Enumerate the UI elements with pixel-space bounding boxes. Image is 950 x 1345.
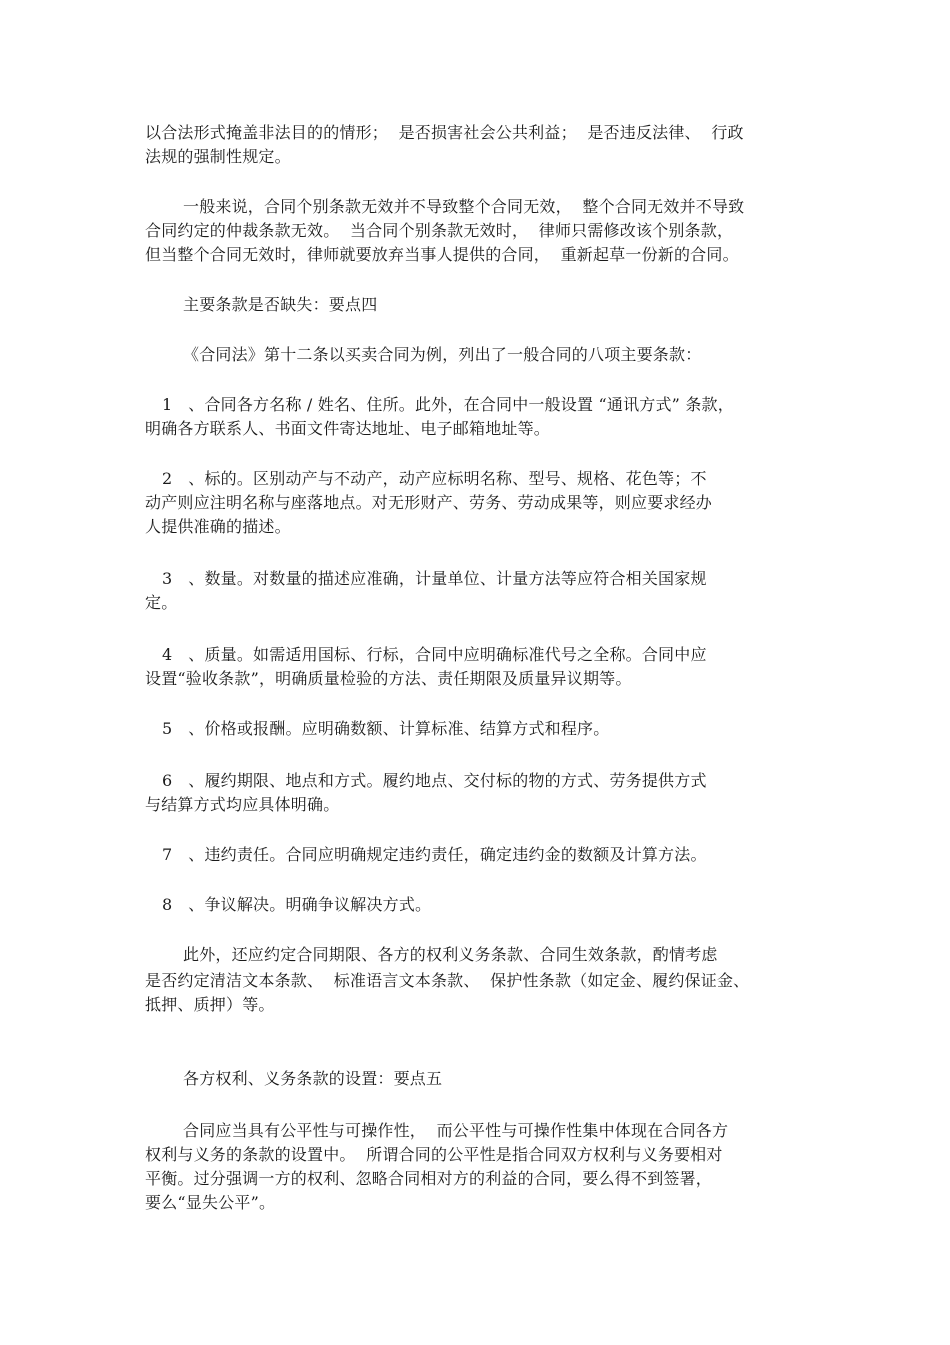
text-line: 合同约定的仲裁条款无效。 当合同个别条款无效时， 律师只需修改该个别条款， xyxy=(145,221,734,240)
list-item-line: 人提供准确的描述。 xyxy=(145,517,291,536)
section-heading: 主要条款是否缺失：要点四 xyxy=(183,295,378,314)
list-item-line: 动产则应注明名称与座落地点。对无形财产、劳务、劳动成果等，则应要求经办 xyxy=(145,493,713,512)
text-line: 合同应当具有公平性与可操作性， 而公平性与可操作性集中体现在合同各方 xyxy=(183,1121,729,1140)
text-line: 要么“显失公平”。 xyxy=(145,1193,276,1212)
list-item-line: 设置“验收条款”，明确质量检验的方法、责任期限及质量异议期等。 xyxy=(145,669,632,688)
text-line: 以合法形式掩盖非法目的的情形； 是否损害社会公共利益； 是否违反法律、 行政 xyxy=(145,123,744,142)
text-line: 一般来说，合同个别条款无效并不导致整个合同无效， 整个合同无效并不导致 xyxy=(183,197,745,216)
text-line: 法规的强制性规定。 xyxy=(145,147,291,166)
list-item-line: 5 、价格或报酬。应明确数额、计算标准、结算方式和程序。 xyxy=(162,719,610,738)
section-heading: 各方权利、义务条款的设置：要点五 xyxy=(183,1069,443,1088)
text-line: 权利与义务的条款的设置中。 所谓合同的公平性是指合同双方权利与义务要相对 xyxy=(145,1145,723,1164)
text-line: 《合同法》第十二条以买卖合同为例，列出了一般合同的八项主要条款： xyxy=(183,345,702,364)
list-item-line: 6 、履约期限、地点和方式。履约地点、交付标的物的方式、劳务提供方式 xyxy=(162,771,707,790)
list-item-line: 与结算方式均应具体明确。 xyxy=(145,795,340,814)
list-item-line: 1 、合同各方名称 / 姓名、住所。此外，在合同中一般设置 “通讯方式” 条款， xyxy=(162,395,734,414)
list-item-line: 4 、质量。如需适用国标、行标，合同中应明确标准代号之全称。合同中应 xyxy=(162,645,707,664)
list-item-line: 7 、违约责任。合同应明确规定违约责任，确定违约金的数额及计算方法。 xyxy=(162,845,707,864)
text-line: 平衡。过分强调一方的权利、忽略合同相对方的利益的合同，要么得不到签署， xyxy=(145,1169,713,1188)
text-line: 但当整个合同无效时，律师就要放弃当事人提供的合同， 重新起草一份新的合同。 xyxy=(145,245,739,264)
text-line: 是否约定清洁文本条款、 标准语言文本条款、 保护性条款（如定金、履约保证金、 xyxy=(145,971,750,990)
list-item-line: 8 、争议解决。明确争议解决方式。 xyxy=(162,895,432,914)
list-item-line: 3 、数量。对数量的描述应准确，计量单位、计量方法等应符合相关国家规 xyxy=(162,569,707,588)
list-item-line: 定。 xyxy=(145,593,178,612)
list-item-line: 明确各方联系人、书面文件寄达地址、电子邮箱地址等。 xyxy=(145,419,551,438)
text-line: 此外，还应约定合同期限、各方的权利义务条款、合同生效条款，酌情考虑 xyxy=(183,945,718,964)
list-item-line: 2 、标的。区别动产与不动产，动产应标明名称、型号、规格、花色等；不 xyxy=(162,469,707,488)
text-line: 抵押、质押）等。 xyxy=(145,995,275,1014)
